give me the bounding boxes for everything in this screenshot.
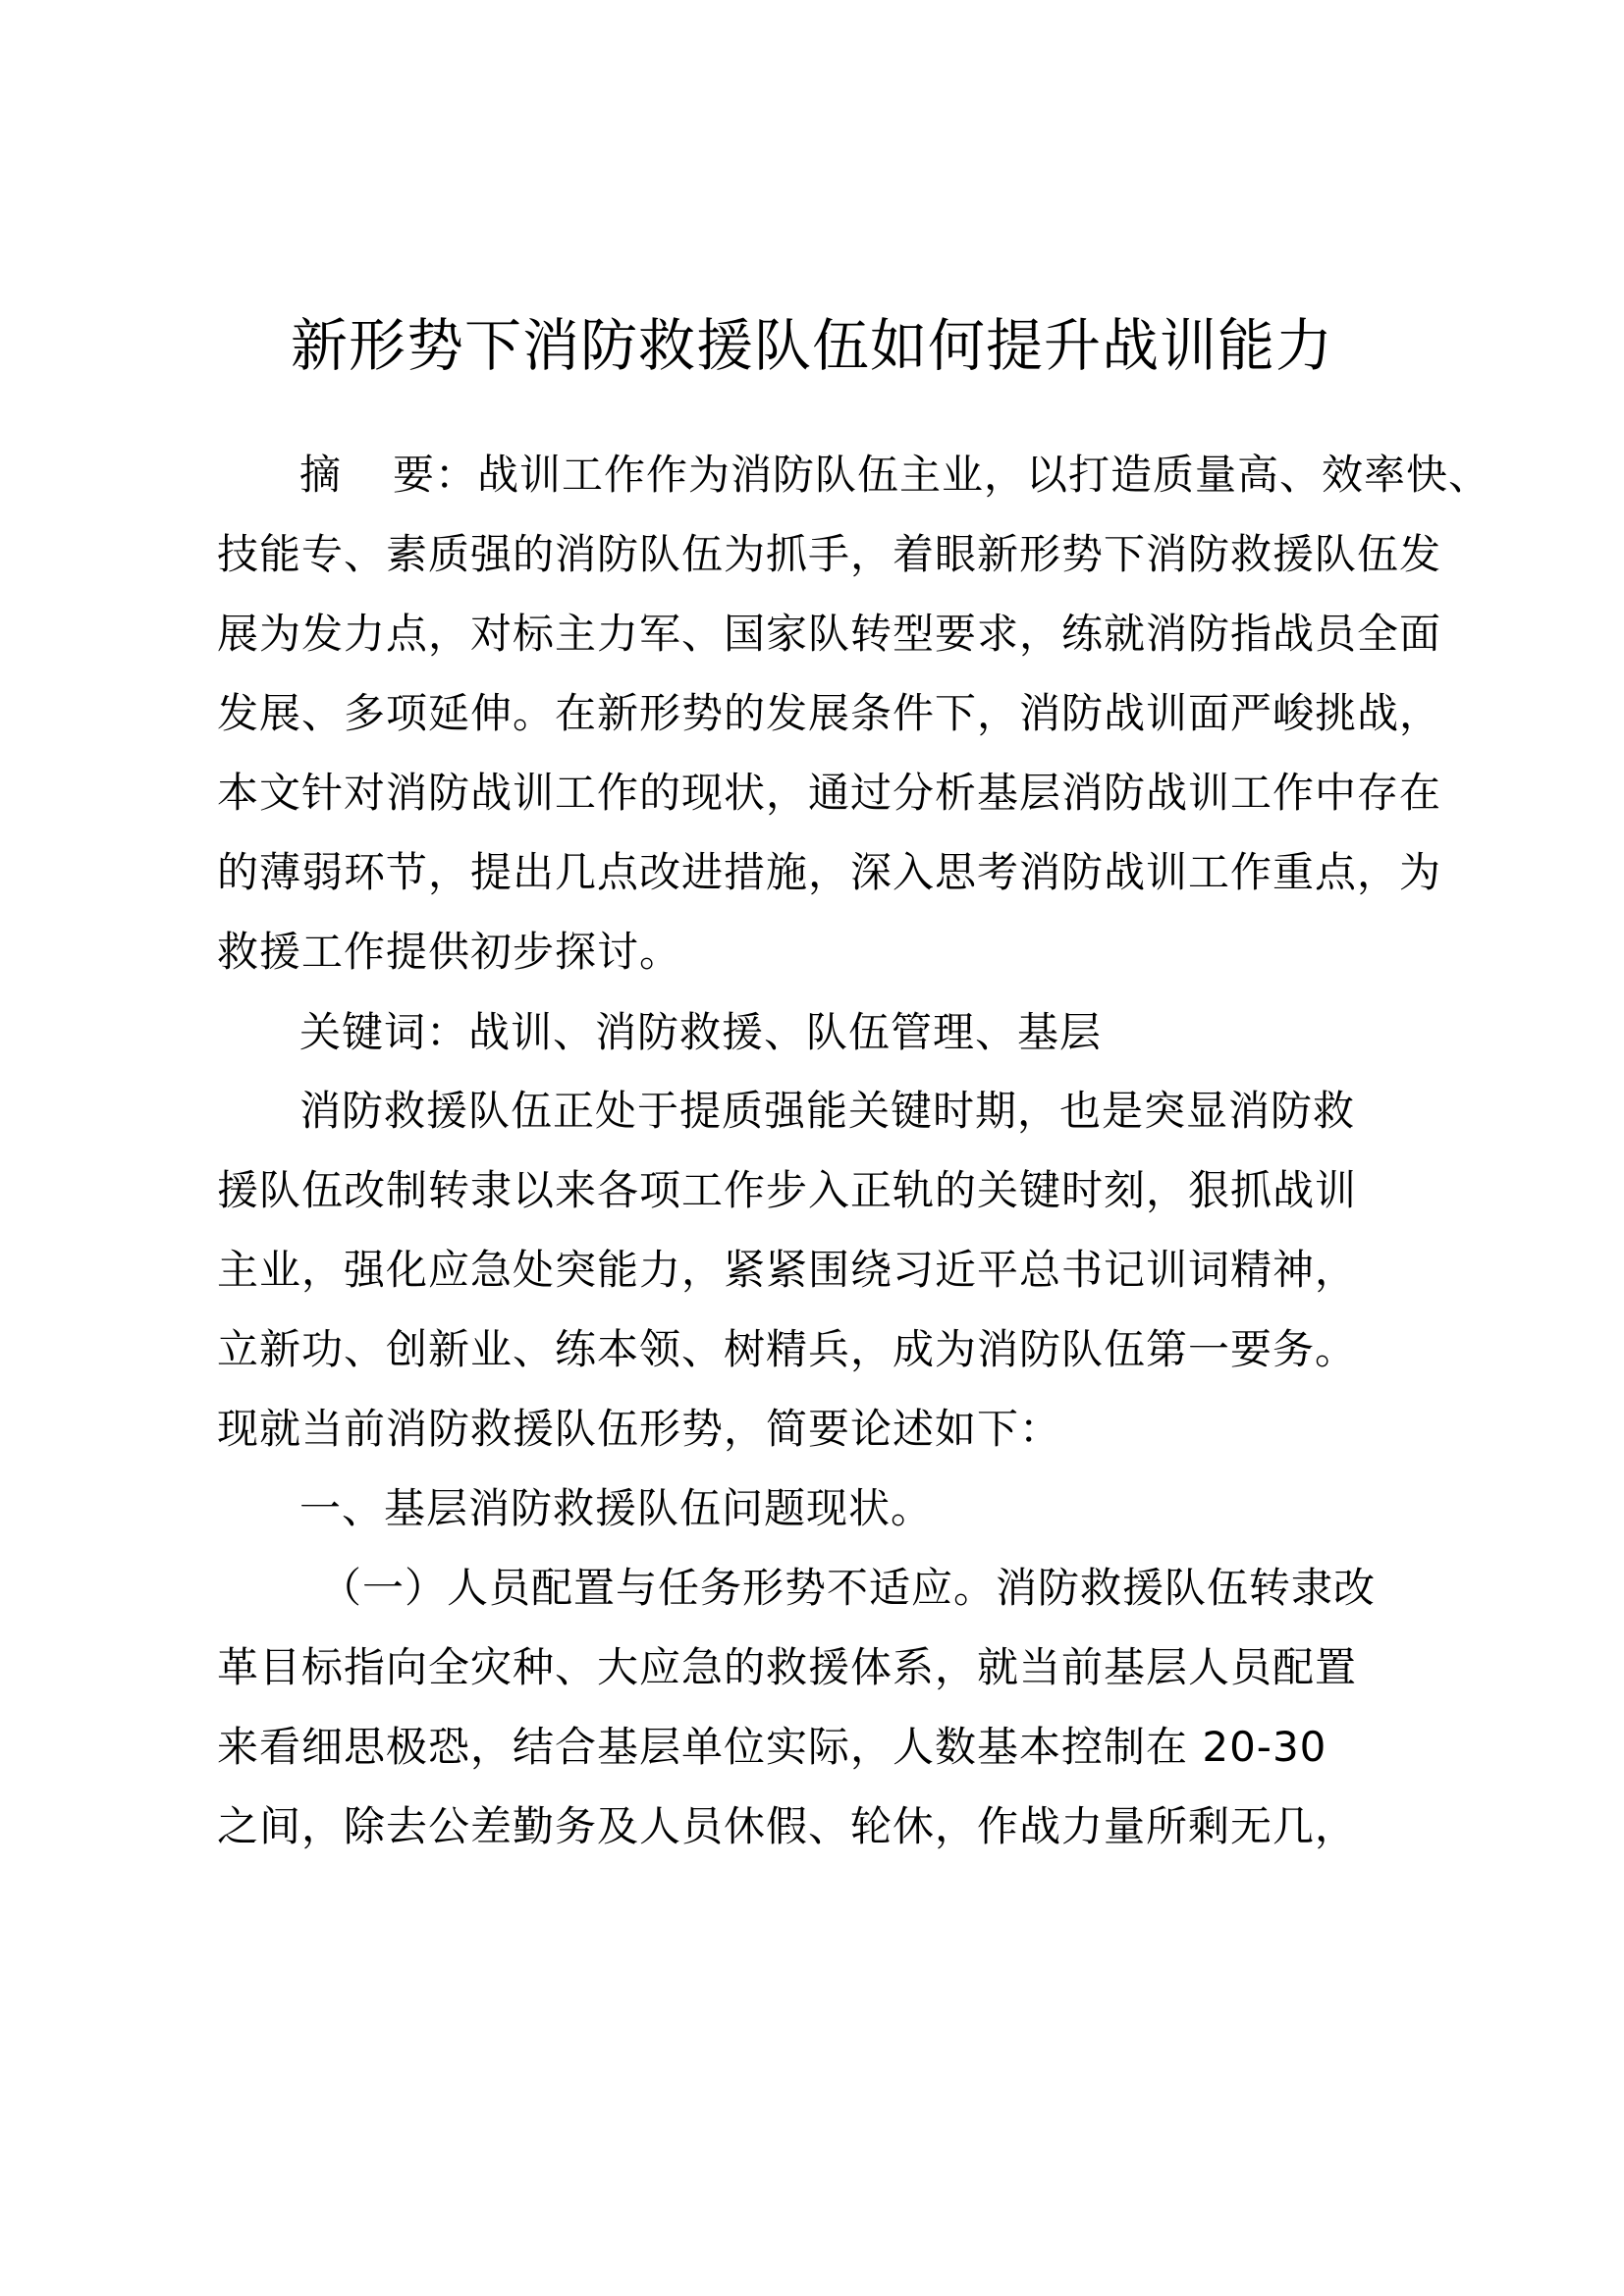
abstract-line: 救援工作提供初步探讨。 (217, 928, 682, 976)
document-title: 新形势下消防救援队伍如何提升战训能力 (290, 312, 1333, 379)
intro-line: 现就当前消防救援队伍形势，简要论述如下： (217, 1405, 1062, 1453)
abstract-label-a: 摘 (299, 451, 343, 499)
abstract-line: 的薄弱环节，提出几点改进措施，深入思考消防战训工作重点，为 (217, 848, 1442, 896)
abstract-line: 技能专、素质强的消防队伍为抓手，着眼新形势下消防救援队伍发 (217, 530, 1442, 578)
abstract-text: 战训工作作为消防队伍主业，以打造质量高、效率快、 (477, 451, 1491, 499)
subsection-line: 之间，除去公差勤务及人员休假、轮休，作战力量所剩无几， (217, 1802, 1358, 1850)
intro-line: 立新功、创新业、练本领、树精兵，成为消防队伍第一要务。 (217, 1325, 1358, 1373)
intro-line: 消防救援队伍正处于提质强能关键时期，也是突显消防救 (299, 1087, 1356, 1135)
subsection-line: 来看细思极恐，结合基层单位实际，人数基本控制在 20-30 (217, 1723, 1327, 1771)
keywords-line: 关键词：战训、消防救援、队伍管理、基层 (299, 1008, 1103, 1056)
abstract-line: 本文针对消防战训工作的现状，通过分析基层消防战训工作中存在 (217, 769, 1442, 817)
intro-line: 主业，强化应急处突能力，紧紧围绕习近平总书记训词精神， (217, 1246, 1358, 1294)
abstract-line: 展为发力点，对标主力军、国家队转型要求，练就消防指战员全面 (217, 610, 1442, 658)
section-heading: 一、基层消防救援队伍问题现状。 (299, 1484, 934, 1532)
subsection-line: 革目标指向全灾种、大应急的救援体系，就当前基层人员配置 (217, 1643, 1358, 1691)
subsection-line: （一）人员配置与任务形势不适应。消防救援队伍转隶改 (320, 1564, 1377, 1612)
intro-line: 援队伍改制转隶以来各项工作步入正轨的关键时刻，狠抓战训 (217, 1166, 1358, 1214)
abstract-line: 发展、多项延伸。在新形势的发展条件下，消防战训面严峻挑战， (217, 689, 1442, 737)
abstract-line (299, 446, 1490, 505)
abstract-label-b: 要： (393, 451, 478, 499)
